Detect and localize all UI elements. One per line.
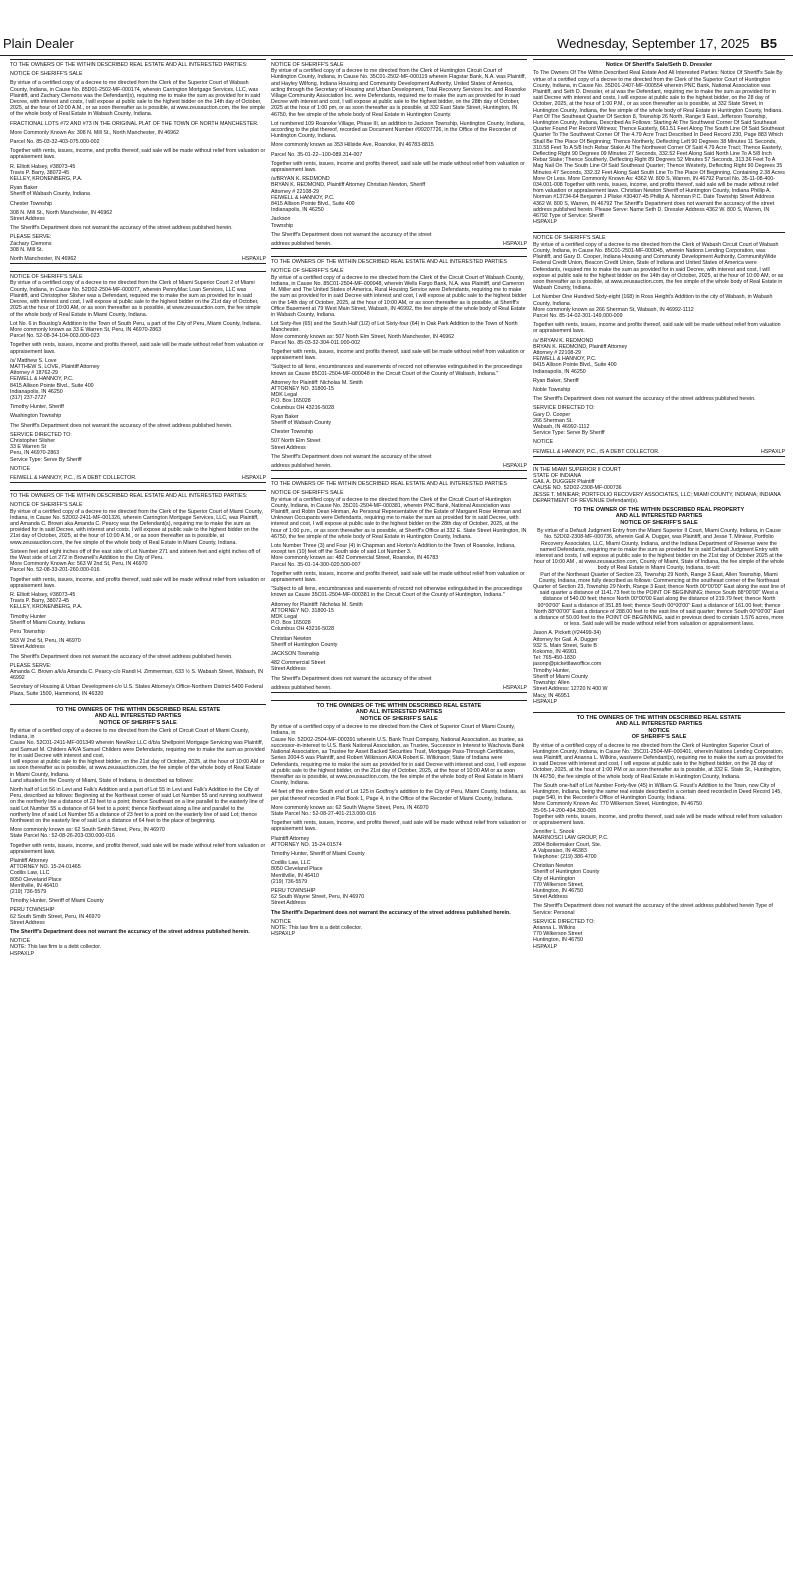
footer-text: address published herein. [271,684,332,691]
notice-paragraph: NOTICE OF SHERIFF'S SALE [10,71,83,78]
notice-paragraph: To The Owners Of The Within Described Real Estate And All Interested Parties: Notice Of Sheriff's Sale By virtue of a certified copy of a decree to me directed from the Clerk of the Superior Court of Huntington County, Indiana, in Cause No. 35D01-2407-MF-000554 wherein PNC Bank, National Association was Plaintiff, and Seth D. Dressler, et al was the Defendant, requiring me to make the sum as provided for in said Decree with interest and costs, I will expose at public sale to the highest bidder, on the 28 day of October, 2025, at the hour of 1:00 P.M., or as soon thereafter as is possible, at 332 State Street, in Huntington County, Indiana, the fee simple of the whole body of Real Estate in Huntington County, Indiana. Part Of The Southeast Quarter Of Section 8, Township 26 North, Range 9 East, Jefferson Township, Huntington County, Indiana, Described As Follows: Starting At The Southwest Corner Of Said Southeast Quarter Found Per Record Witness; Thence Easterly, 661.51 Feet Along The South Line Of Said Southeast Quarter To The Southwest Corner Of The 4.79 Acre Tract Described In Deed Record 230, Page 883 Which Shall Be The Place Of Beginning; Thence Northerly, Deflecting Left 90 Degrees 38 Minutes 11 Seconds, 310.58 Feet To A 5/8 Inch Rebar Stake At The Northwest Corner Of Said 4.79 Acre Tract; Thence Easterly, Deflecting Right 90 Degrees 09 Minutes 27 Seconds, 332.52 Feet Along Said North Line To A 5/8 Inch Rebar Stake; Thence Southerly, Deflecting Right 89 Degrees 52 Minutes 57 Seconds, 313.36 Feet To A Mag Nail On The South Line Of Said Southeast Quarter; Thence Westerly, Deflecting Right 90 Degrees 35 Minutes 47 Seconds, 332.32 Feet Along Said South Line To The Place Of Beginning. Containing 2.38 Acres More Or Less. More Commonly Known As: 4362 W. 800 S, Warren, IN 46792 Parcel No. 35-11-08-400-034.001-008 Together with rents, issues, income, and profits thereof, said sale will be made without relief from valuation or appraisement laws. Christian Newton Sheriff of Huntington County, Indiana Phillip A. Norman #13734-64 Benjamin J Pliske #30407-45 Phillip A. Norman P.C. Date Township Street Address 4362 W. 800 S, Warren, IN 46792 The Sheriff's Department does not warrant the accuracy of the street address published herein. Please Serve: Name Seth D. Dressler Address 4362 W. 800 S, Warren, IN 46792 Type of Service: Sheriff HSPAXLP [533,70,785,226]
notice-paragraph: NOTICE OF SHERIFF'S SALE By virtue of a certified copy of a decree to me directed from the Clerk of the Superior Court of Miami County, Indiana, in Cause No. 52D02-2411-MF-001326, wherein Carrington Mortgage Services, LLC, was Plaintiff, and Amanda C. Brown aka Amanda C. Pearcy was the Defendant(s), requiring me to make the sum as provided for in said Decree, with interest and costs, I will expose at public sale to the highest bidder on the 21st day of October, 2025, at the hour of 10:00 A.M., or as soon thereafter as is possible, at www.zeusauction.com, the fee simple of the whole body of Real Estate in Miami County, Indiana. [10,502,263,546]
column-3 [533,59,785,1587]
notice-paragraph: Attorney for Plaintiff: Nicholas M. Smith ATTORNEY NO. 31800-15 MDK Legal P.O. Box 165028 Columbus OH 43216-5028 [271,601,363,633]
footer-code: HSPAXLP [241,256,266,263]
notice-footer [533,449,785,457]
notice-heading: TO THE OWNERS OF THE WITHIN DESCRIBED REAL ESTATE AND ALL INTERESTED PARTIES NOTICE OF SHERIFF'S SALE [55,706,221,726]
notice-paragraph: Parcel No. 85-03-32-403-075.000-002 [10,139,100,146]
notice-paragraph: NOTICE OF SHERIFF'S SALE By virtue of a certified copy of a decree to me directed from the Clerk of the Circuit Court of Huntington County, Indiana, in Cause No. 35C01-2504-MF-000381, wherein PNC Bank, National Association was Plaintiff, and Robin Dean Hinman, As Personal Representative of the Estate of Margaret Rose Hinman and Unknown Occupants were Defendants, requiring me to make the sum as provided for in said Decree, with interest and cost, I will expose at public sale to the highest bidder on the 28th day of October, 2025, at the hour of 1:00 p.m., or as soon thereafter as is possible, at Sheriff's Office at 332 E. State Street Huntington, IN 46750, the fee simple of the whole body of Real Estate in Huntington County, Indiana. [271,490,527,540]
notice-paragraph: Together with rents, issues, income and profits thereof, said sale will be made without relief from valuation or appraisement laws. [271,348,525,362]
notice-paragraph: Together with rents, issues, income, and profits thereof, said sale will be made without relief from valuation or appraisement laws. [10,842,266,855]
notice-paragraph: /s/BRYAN K. REDMOND BRYAN K. REDMOND, Plaintiff Attorney Christian Newton, Sheriff Attorney # 22108-29 FEIWELL & HANNOY, P.C. 8415 Allison Pointe Blvd., Suite 400 Indianapolis, IN 46250 [271,176,426,214]
notice-paragraph: By virtue of a Default Judgment Entry from the Miami Superior II Court, Miami County, Indiana, in Cause No. 52D02-2308-MF-000736, wherein Gail A. Dugger, was Plaintiff, and Jesse T. Miniear, Portfolio Recovery Associates, LLC, Miami County, Indiana, and the Indiana Department of Revenue were the named Defendants, requiring me to make the sum as provided for in said Default Judgment Entry with interest and costs, I will expose at public sale to the highest bidder on the 21st day of October 2025 at the hour of 10:00 AM , at www.zeusauction.com, County of Miami, State of Indiana, the fee simple of the whole body of Real Estate in Miami County, Indiana, to-wit: Part of the Northeast Quarter of Section 23, Township 29 North, Range 3 East, Allen Township, Miami County, Indiana, more fully described as follows: Commencing at the southeast corner of the Northeast Quarter of Section 23, Township 29 North, Range 3 East; thence North 00°00'00" East along the east line of said quarter a distance of 1141.73 feet to the POINT OF BEGINNING; thence South 88°00'00" West a distance of 540.00 feet; thence North 00°00'00 East along the distance of 219.79 feet; thence North 90°00'00" East a distance of 351.85 feet; thence South 00°00'00" East a distance of 161.00 feet; thence North 88°00'00" East a distance of 288.00 feet to the east line of said quarter; thence South 00°00'00" East a distance of 50.00 feet to the POINT OF BEGINNING, said in previous deed to contain 1.576 acres, more or less. Said sale will be made without relief from valuation or appraisement laws. [533,528,785,628]
notice-paragraph: Sixteen feet and eight inches off of the east side of Lot Number 271 and sixteen feet and eight inches off of the West side of Lot 272 in Brownell's Addition to the City of Peru. More Commonly Known As: 563 W 2nd St, Peru, IN 46970 Parcel No. 52-08-33-201-260.000-016 [10,548,261,574]
notice-paragraph: SERVICE DIRECTED TO: Christopher Slisher 33 E Warren St Peru, IN 46970-2863 Service Type: Serve By Sheriff [10,431,82,463]
notice-paragraph: 507 North Elm Street Street Address [271,438,321,451]
notice-paragraph: More commonly known as 353 Hillside Ave, Roanoke, IN 46783-8815 [271,142,434,149]
notice-paragraph: TO THE OWNERS OF THE WITHIN DESCRIBED REAL ESTATE AND ALL INTERESTED PARTIES: [10,493,248,500]
notice-footer [271,685,527,693]
notice-paragraph: PLEASE SERVE: Zachary Clemons 308 N. Mill St. [10,234,52,253]
notice-paragraph: Chester Township [10,200,53,207]
notice-paragraph: /s/ BRYAN K. REDMOND BRYAN K. REDMOND, Plaintiff Attorney Attorney # 22108-29 FEIWELL & HANNOY, P.C. 8415 Allison Pointe Blvd., Suite 400 Indianapolis, IN 46250 [533,337,628,375]
notice-paragraph: Plaintiff Attorney ATTORNEY NO. 15-24-01465 Codilis Law, LLC 8050 Cleveland Place Merrillville, IN 46410 (219) 736-5579 [10,857,81,895]
legal-notice [271,59,527,252]
notice-paragraph: The Sheriff's Department does not warrant the accuracy of the street address published herein. [10,225,233,232]
legal-notice [271,700,527,940]
notice-paragraph: Ryan Baker Sheriff of Wabash County, Indiana [10,185,90,198]
notice-paragraph: Attorney for Plaintiff: Nicholas M. Smith ATTORNEY NO. 31800-15 MDK Legal P.O. Box 165028 Columbus OH 43216-5028 [271,379,363,411]
notice-paragraph: JACKSON Township [271,651,320,658]
notice-paragraph: The Sheriff's Department does not warrant the accuracy of the street address published herein. [10,653,233,660]
notice-paragraph: Plaintiff Attorney ATTORNEY NO. 15-24-01574 [271,835,342,848]
legal-notice [533,464,785,708]
footer-code: HSPAXLP [502,462,527,469]
notice-paragraph: NOTICE OF SHERIFF'S SALE By virtue of a certified copy of a decree to me directed from the Clerk of the Circuit Court of Wabash County, Indiana, in Cause No. 85C01-2504-MF-000048, wherein Wells Fargo Bank, N.A. was Plaintiff, and Cameron M. Miller and The United States of America, Rural Housing Service were Defendants, requiring me to make the sum as provided for in said Decree with interest and cost, I will expose at public sale to the highest bidder on the 14th day of October, 2025, at the hour of 10:00 AM, or as soon thereafter as is possible, at Sheriff's Office Basement at 79 West Main Street, Wabash, IN 46992, the fee simple of the whole body of Real Estate in Wabash County, Indiana. [271,268,527,318]
notice-paragraph: Together with rents, issues, income, and profits thereof, said sale will be made without relief from valuation or appraisement laws. [271,820,527,833]
notice-paragraph: Secretary of Housing & Urban Development-c/o U.S. States Attorney's Office-Northern District-5400 Federal Plaza, Suite 1500, Hammond, IN 46320 [10,684,263,697]
notice-paragraph: 44 feet off the entire South end of Lot 125 in Godfroy's addition to the City of Peru, Miami County, Indiana, as per plat thereof recorded in Plat Book 1, Page 4, in the Office of the Recorder of Miami County, Indiana. [271,789,526,802]
notice-paragraph: NOTICE OF SHERIFF'S SALE By virtue of a certified copy of a decree to me directed from the Clerk of Miami Superior Court 2 of Miami County, Indiana, in Cause No. 52D02-2504-MF-000077, wherein PennyMac Loan Services, LLC was Plaintiff, and Christopher Slisher was a Defendant, required me to make the sum as provided for in said Decree, with interest and cost, I will expose at public sale to the highest bidder on the 21st day of October, 2025 at the hour of 10:00 AM, or as soon thereafter as is possible, at www.zeusauction.com, the fee simple of the whole body of Real Estate in Miami County, Indiana. [10,274,261,318]
notice-heading: TO THE OWNER OF THE WITHIN DESCRIBED REAL PROPERTY AND ALL INTERESTED PARTIES NOTICE OF SHERIFF'S SALE [573,507,745,526]
legal-notice [271,478,527,696]
notice-paragraph: Together with rents, issues, income and profits thereof, said sale will be made without relief from valuation or appraisement laws. [10,342,264,355]
newspaper-name: Plain Dealer [3,36,74,51]
notice-paragraph: Timothy Hunter, Sheriff [10,404,64,411]
notice-paragraph: The Sheriff's Department does not warrant the accuracy of the street address published herein. [10,422,233,429]
notice-paragraph: 563 W 2nd St, Peru, IN 46970 Street Address [10,638,81,651]
notice-paragraph: By virtue of a certified copy of a decree to me directed from the Clerk of Superior Court of Miami County, Indiana, in Cause No. 52D02-2504-MF-000391 wherein U.S. Bank Trust Company, National Association, as trustee, as successor-in-interest to U.S. Bank National Association, as Trustee, Successor in Interest to Wachovia Bank National Association, as Trustee for Asset Backed Securities Trust, Mortgage Pass-Through Certificates, Series 2004-5 was Plaintiff, and Robert Wilkinson A/K/A Robert E. Wilkinson; State of Indiana were Defendants, requiring me to make the sum as provided for in said Decree with interest and cost, I will expose at public sale to the highest bidder, on the 21st day of October, 2025, at the hour of 10:00 AM or as soon thereafter as is possible, at www.zeusauction.com, the fee simple of the whole body of Real Estate in Miami County, Indiana. [271,724,526,787]
column-2 [271,59,527,1587]
notice-paragraph: North half of Lot 56 in Levi and Falk's Addition and a part of Lot 55 in Levi and Falk's Addition to the City of Peru, described as follows: Beginning at the Northeast corner of said Lot Number 55 and running southwest on the northerly line a distance of 23 feet to a point; thence Southeast on a line parallel to the easterly line of said Lot Number 55 a distance of 64 feet to a point; thence Northeast along a line and parallel to the northerly line of said Lot Number 55 a distance of 23 feet to a point on the easterly line of said Lot; thence Northwest on the easterly line of said Lot a distance of 64 feet to the place of beginning. [10,786,264,824]
notice-paragraph: Jennifer L. Snook MARINOSCI LAW GROUP, P.C. 2804 Boilermaker Court, Ste. A Valparaiso, IN 46383 Telephone: (219) 386-4700 [533,829,609,860]
footer-code: HSPAXLP [760,448,785,455]
notice-paragraph: NOTICE [10,465,31,472]
legal-notice [533,232,785,459]
notice-paragraph: R. Elliott Halsey, #38073-45 Travis P. Barry, 38072-45 KELLEY, KRONENBERG, P.A. [10,592,83,611]
notice-paragraph: Timothy Hunter, Sheriff of Miami County [271,850,365,857]
notice-paragraph: Peru Township [10,629,45,636]
notice-signoff: Jason A. Pickett (#24499-34) Attorney for Gail. A. Dugger 932 S. Main Street, Suite B Kokomo, IN 46901 Tel: 765-450-1830 jasonp@pickettlawoffice.com Timothy Hunter, Sheriff of Miami County Township: Allen Street Address: 12720 N 400 W Macy, IN 46951 HSPAXLP [533,630,608,705]
notice-paragraph: 308 N. Mill St., North Manchester, IN 46962 Street Address [10,209,113,223]
notice-paragraph: PLEASE SERVE: Amanda C. Brown a/k/a Amanda C. Pearcy-c/o Randi H. Zimmerman, 633 ½ S. Wabash Street, Wabash, IN 46992 [10,662,264,682]
notice-paragraph: TO THE OWNERS OF THE WITHIN DESCRIBED REAL ESTATE AND ALL INTERESTED PARTIES: [10,62,248,68]
notice-paragraph: More Commonly Known As: 308 N. Mill St., North Manchester, IN 46962 [10,129,179,136]
notice-disclaimer: The Sheriff's Department does not warrant the accuracy of the street address published herein. [271,909,511,916]
notice-paragraph: Together with rents, issues, income and profits thereof, said sale will be made without relief from valuation or appraisement laws. [271,570,525,584]
notice-paragraph: Noble Township [533,386,571,393]
notice-paragraph: The Sheriff's Department does not warrant the accuracy of the street address published herein. [533,396,756,403]
notice-paragraph: TO THE OWNERS OF THE WITHIN DESCRIBED REAL ESTATE AND ALL INTERESTED PARTIES [271,259,507,266]
notice-paragraph: IN THE MIAMI SUPERIOR II COURT STATE OF INDIANA GAIL A. DUGGER Plaintiff CAUSE NO. 52D02-2308-MF-000736 JESSE T. MINIEAR; PORTFOLIO RECOVERY ASSOCIATES, LLC; MIAMI COUNTY, INDIANA; INDIANA DEPARTMENT OF REVENUE Defendant(s). [533,466,781,504]
notice-paragraph: Lot numbered 109 Roanoke Village, Phase III, an addition to Jackson Township, Huntington County, Indiana, according to the plat thereof, recorded as Document Number #99207726, in the Office of the Recorder of Huntington County, Indiana. [271,120,526,140]
footer-code: HSPAXLP [502,684,527,691]
notice-paragraph: /s/ Matthew S. Love MATTHEW S. LOVE, Plaintiff Attorney Attorney # 18762-29 FEIWELL & HANNOY, P.C. 8415 Allison Pointe Blvd., Suite 400 Indianapolis, IN 46250 (317) 237-2727 [10,357,100,401]
notice-paragraph: NOTICE [533,439,554,446]
notice-paragraph: PERU TOWNSHIP 62 South Smith Street, Peru, IN 46970 Street Address [10,907,101,926]
notice-paragraph: NOTICE OF SHERIFF'S SALE By virtue of a certified copy of a decree to me directed from the Clerk of Wabash Circuit Court of Wabash County, Indiana, in Cause No. 85C01-2501-MF-000045, wherein Nations Lending Corporation, was Plaintiff, and Gary D. Cooper, Indiana Housing and Community Development Authority, CommunityWide Federal Credit Union, Beacon Credit Union, State of Indiana and United States of America were Defendants, required me to make the sum as provided for in said Decree, with interest and cost, I will expose at public sale to the highest bidder on the 14th day of October, 2025, at the hour of 10:00 AM, or as soon thereafter as is possible, at www.zeusauction.com, the fee simple of the whole body of Real Estate in Wabash County, Indiana. [533,235,784,292]
notice-paragraph: TO THE OWNERS OF THE WITHIN DESCRIBED REAL ESTATE AND ALL INTERESTED PARTIES [271,481,507,488]
legal-notice [10,490,266,700]
footer-text: FEIWELL & HANNOY, P.C., IS A DEBT COLLECTOR. [10,474,137,481]
notice-paragraph: The Sheriff's Department does not warrant the accuracy of the street [271,675,432,682]
notice-footer [271,241,527,249]
notice-paragraph: SERVICE DIRECTED TO: Arianna L. Wilkins 770 Wilkerson Street Huntington, IN 46750 HSPAXLP [533,918,595,950]
notice-disclaimer: The Sheriff's Department does not warrant the accuracy of the street address published herein. [10,928,250,935]
notice-paragraph: The Sheriff's Department does not warrant the accuracy of the street address published herein Type of Service: Personal [533,903,773,916]
notice-paragraph: Chester Township [271,429,314,436]
notice-heading: TO THE OWNERS OF THE WITHIN DESCRIBED REAL ESTATE AND ALL INTERESTED PARTIES NOTICE OF SHERIFF'S SALE [576,714,742,741]
notice-signoff: NOTICE NOTE: This law firm is a debt collector. HSPAXLP [10,938,102,957]
notice-paragraph: The Sheriff's Department does not warrant the accuracy of the street [271,453,432,460]
footer-text: address published herein. [271,462,332,469]
legal-notice [533,59,785,228]
notice-paragraph: Washington Township [10,413,62,420]
notice-heading: Notice Of Sheriff's Sale/Seth D. Dressler [605,62,713,68]
notice-footer [271,463,527,471]
notice-paragraph: Timothy Hunter Sheriff of Miami County, Indiana [10,613,85,626]
notice-paragraph: Lot Sixty-five (65) and the South Half (1/2) of Lot Sixty-four (64) in Oak Park Addition to the Town of North Manchester. More commonly known as: 507 North Elm Street, North Manchester, IN 46962 Parcel No. 85-03-32-304-011.000-002 [271,321,518,346]
footer-text: FEIWELL & HANNOY, P.C., IS A DEBT COLLECTOR. [533,448,660,455]
notice-paragraph: Lot Number One Hundred Sixty-eight (168) in Ross Height's Addition to the city of Wabash, in Wabash County, Indiana. More commonly known as 266 Sherman St, Wabash, IN 46992-1112 Parcel No. 85-14-02-301-149.000-009 [533,294,773,319]
footer-code: HSPAXLP [241,474,266,481]
page-number: B5 [760,36,777,51]
notice-heading: TO THE OWNERS OF THE WITHIN DESCRIBED REAL ESTATE AND ALL INTERESTED PARTIES NOTICE OF SHERIFF'S SALE [316,703,482,722]
notice-paragraph: More commonly known as: 62 South Smith Street, Peru, IN 46970 State Parcel No.: 52-08-26-203-030.000-016 [10,827,165,840]
masthead-rule [0,55,793,56]
notice-footer [10,475,266,483]
notice-paragraph: Together with rents, issues, income, and profits thereof, said sale will be made without relief from valuation or appraisement laws. [10,148,266,161]
notice-paragraph: Timothy Hunter, Sheriff of Miami County [10,898,104,905]
footer-text: address published herein. [271,241,332,248]
notice-paragraph: "Subject to all liens, encumbrances and easements of record not otherwise extinguished in the proceedings known as Cause 85C01-2504-MF-000048 in the Circuit Court of the County of Wabash, Indiana." [271,364,523,377]
notice-paragraph: PERU TOWNSHIP 62 South Wayne Street, Peru, IN 46970 Street Address [271,887,365,907]
notice-paragraph: Christian Newton Sheriff of Huntington County [271,635,338,648]
notice-paragraph: 482 Commercial Street Street Address [271,660,326,673]
legal-notice [271,256,527,474]
column-1 [10,59,266,1587]
notice-paragraph: By virtue of a certified copy of a decree to me directed from the Clerk of Circuit Court of Miami County, Indiana, in Cause No. 52C01-2411-MF-001349 wherein NewRez LLC d/b/a Shellpoint Mortgage Servicing was Plaintiff, and Samuel M. Childers A/K/A Samuel Childers were Defendants, requiring me to make the sum as provided for in said Decree with interest and cost, I will expose at public sale to the highest bidder, on the 21st day of October, 2025, at the hour of 10:00 AM or as soon thereafter as is possible, at www.zeusauction.com, the fee simple of the whole body of Real Estate in Miami County, Indiana. Land situated in the County of Miami, State of Indiana, is described as follows: [10,728,265,784]
notice-paragraph: Codilis Law, LLC 8050 Cleveland Place Merrillville, IN 46410 (219) 736-5579 [271,860,323,885]
notice-paragraph: By virtue of a certified copy of a decree to me directed from the Clerk of the Superior Court of Wabash County, Indiana, in Cause No. 85D01-2502-MF-000174, wherein Carrington Mortgage Services, LLC, was Plaintiff, and Zachary Clemons was the Defendant(s), requiring me to make the sum as provided for in said Decree, with interest and costs, I will expose at public sale to the highest bidder on the 14th day of October, 2025, at the hour of 10:00 A.M., or as soon thereafter as is possible, at www.zeusauction.com, the fee simple of the whole body of Real Estate in Wabash County, Indiana. [10,80,265,118]
legal-notice [10,59,266,267]
notice-paragraph: Ryan Baker, Sheriff [533,377,579,384]
notice-paragraph: More commonly known as: 62 South Wayne Street, Peru, IN 46970 State Parcel No.: 52-08-27-401-213.000-016 [271,804,429,817]
notice-paragraph: Together with rents, issues, income and profits thereof, said sale will be made without relief from valuation or appraisement laws. [271,160,525,174]
notice-paragraph: The South one-half of Lot Number Forty-five (45) in William G. Foust's Addition to the Town, now City of Huntington, Indiana, being the same real estate described in a certain deed recorded in Deed Record 145, page 540, in the Recorder's Office of Huntington County, Indiana. More Commonly Known As: 770 Wilkerson Street, Huntington, IN 46750 35-05-14-200-494.300-005 Together with rents, issues, income, and profits thereof, said sale will be made without relief from valuation or appraisement laws. [533,782,783,826]
notice-paragraph: R. Elliott Halsey, #38073-45 Travis P. Barry, 38072-45 KELLEY, KRONENBERG, P.A. [10,163,83,183]
notice-paragraph: "Subject to all liens, encumbrances and easements of record not otherwise extinguished in the proceedings known as Cause 35C01-2504-MF-000381 in the Circuit Court of the County of Huntington, Indiana." [271,586,523,599]
notice-paragraph: Jackson Township [271,216,294,229]
notice-footer [10,256,266,264]
notice-paragraph: By virtue of a certified copy of a decree to me directed from the Clerk of Huntington Superior Court of Huntington County, Indiana, in Cause No.: 35C01-2504-MF-000401, wherein Nations Lending Corporation, was Plaintiff, and Arianna L. Wilkins, was/were Defendant(s), requiring me to make the sum as provided for in said Decree with interest and cost, I will expose at public sale to the highest bidder, on the 28 day of October, 2025, at the hour of 1:00 PM or as soon thereafter as is possible, at 332 E. State St., Huntington, IN 46750, the fee simple of the whole body of Real Estate in Huntington County, Indiana. [533,742,784,780]
notice-paragraph: Together with rents, issues, income and profits thereof, said sale will be made without relief from valuation or appraisement laws. [533,322,781,335]
legal-notice [10,704,266,960]
footer-code: HSPAXLP [502,241,527,248]
notice-paragraph: NOTICE OF SHERIFF'S SALE By virtue of a certified copy of a decree to me directed from the Clerk of Huntington Circuit Court of Huntington County, Indiana, in Cause No. 35C01-2502-MF-000119 wherein Flagstar Bank, N.A. was Plaintiff, and Hayley Wilfong, Indiana Housing and Community Development Authority, United States of America, acting through the Secretary of Housing and Urban Development, Total Recovery Services Inc. and Roanoke Village Community Association Inc. were Defendants, required me to make the sum as provided for in said Decree with interest and cost, I will expose at public sale to the highest bidder, on the 28th day of October, 2025 at the hour of 1:00 pm, or as soon thereafter as is possible, at 332 East State Street, Huntington, IN 46750, the fee simple of the whole body of Real Estate in Huntington County. [271,62,526,118]
legal-notice [10,271,266,486]
notice-paragraph: Parcel No. 35-01-22--100-089.314-007 [271,151,363,158]
notice-paragraph: Ryan Baker Sheriff of Wabash County [271,413,332,426]
notice-paragraph: FRACTIONAL LOTS #72 AND #73 IN THE ORIGINAL PLAT OF THE TOWN OF NORTH MANCHESTER. [10,120,259,127]
notice-paragraph: Lot No. 6 in Bouslog's Addition to the Town of South Peru, a part of the City of Peru, Miami County, Indiana. More commonly known as 33 E Warren St, Peru, IN 46970-2863 Parcel No. 52-08-34-104-003.000-023 [10,320,262,340]
legal-notice [533,712,785,953]
footer-text: North Manchester, IN 46962 [10,256,77,263]
masthead-date-page [557,36,777,51]
notice-paragraph: Lots Number Three (3) and Four (4) in Chapman and Horton's Addition to the Town of Roanoke, Indiana, except ten (10) feet off the South side of said Lot Number 3. More commonly known as: 482 Commercial Street, Roanoke, IN 46783 Parcel No. 35-01-14-300-020.500-007 [271,543,516,568]
notice-paragraph: Together with rents, issues, income, and profits thereof, said sale will be made without relief from valuation or appraisement laws. [10,576,266,589]
masthead [0,0,793,57]
notice-signoff: NOTICE NOTE: This law firm is a debt collector. HSPAXLP [271,918,363,938]
notice-paragraph: SERVICE DIRECTED TO: Gary D. Cooper 266 Sherman St. Wabash, IN 46992-1112 Service Type: Serve By Sheriff [533,405,605,437]
notice-paragraph: The Sheriff's Department does not warrant the accuracy of the street [271,231,432,238]
notice-paragraph: Christian Newton Sheriff of Huntington County City of Huntington 770 Wilkerson Street, Huntington, IN 46750 Street Address [533,863,600,901]
issue-date: Wednesday, September 17, 2025 [557,36,750,51]
